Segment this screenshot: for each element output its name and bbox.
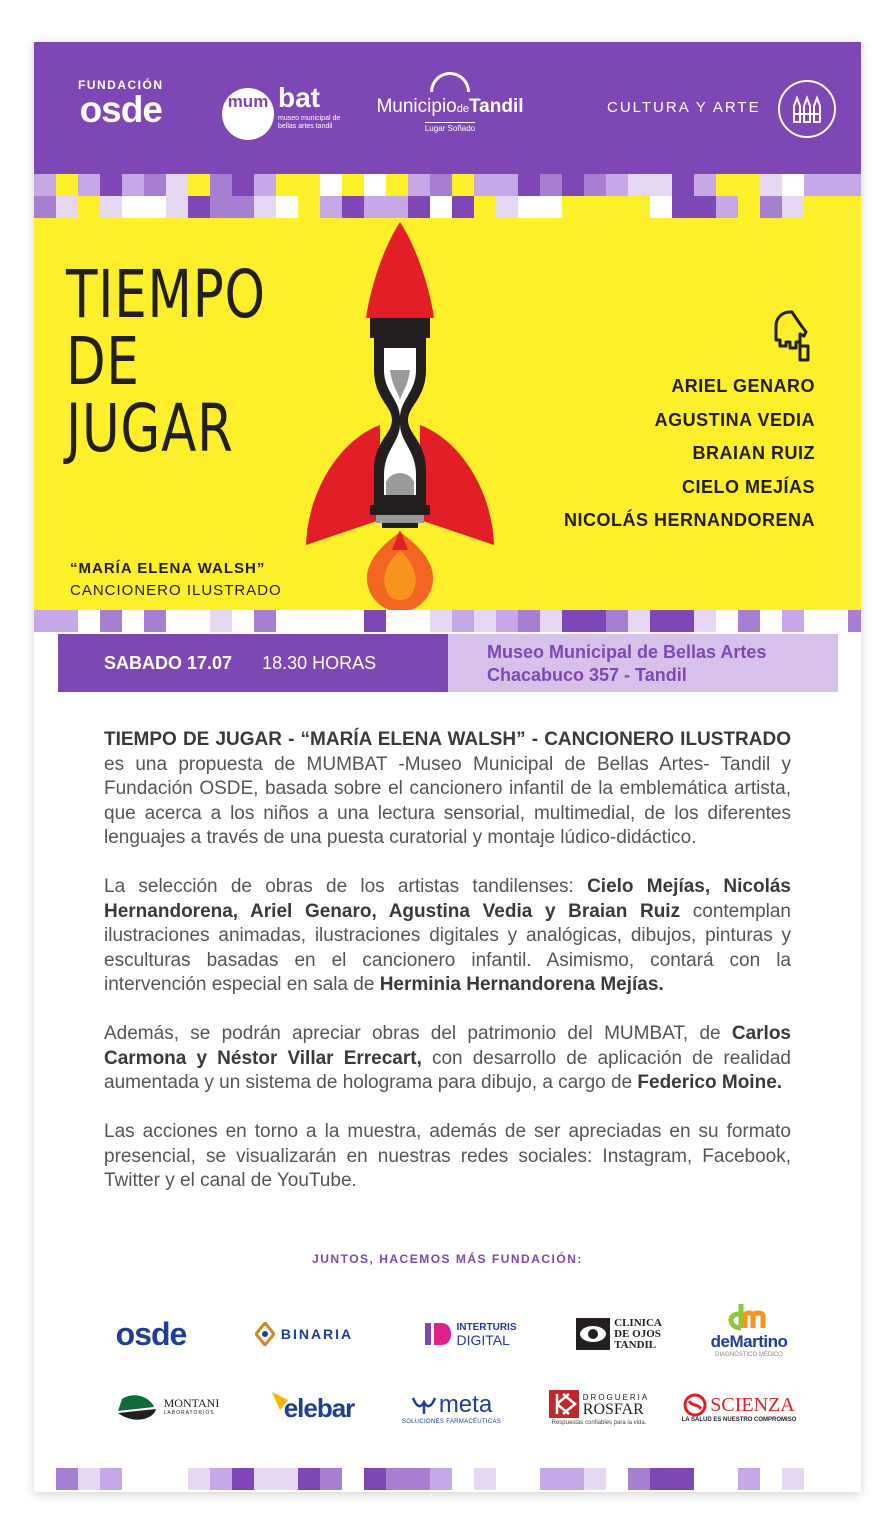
pixel-tile [342, 1468, 364, 1490]
pixel-tile [804, 1468, 826, 1490]
pixel-tile [650, 610, 672, 632]
pixel-tile [474, 196, 496, 218]
pixel-tile [738, 174, 760, 196]
montani-text [164, 1398, 220, 1418]
hourglass-rocket-illustration [300, 220, 500, 610]
pixel-tile [474, 610, 496, 632]
pixel-tile [78, 1468, 100, 1490]
pixel-tile [848, 610, 861, 632]
pixel-tile [672, 196, 694, 218]
pixel-tile [474, 174, 496, 196]
pixel-tile [540, 174, 562, 196]
scienza-text: SCIENZA [710, 1393, 795, 1416]
pixel-tile [804, 196, 826, 218]
pixel-tile [694, 1468, 716, 1490]
pixel-tile [540, 1468, 562, 1490]
pixel-tile [518, 1468, 540, 1490]
pixel-tile [694, 610, 716, 632]
pixel-tile [56, 1468, 78, 1490]
event-venue: Museo Municipal de Bellas Artes [487, 642, 767, 662]
pixel-tile [276, 610, 298, 632]
sponsor-interturis-logo[interactable] [412, 1316, 527, 1352]
sponsor-osde-logo[interactable] [96, 1314, 206, 1354]
pixel-tile [826, 1468, 848, 1490]
paragraph-1 [104, 728, 791, 851]
pixel-tile [254, 174, 276, 196]
pixel-tile [34, 610, 56, 632]
pixel-tile [430, 1468, 452, 1490]
pixel-tile [848, 196, 861, 218]
p3-text-c: con desarrollo de aplicación de realidad aumentada y un sistema de holograma para dibujo, a cargo de [104, 1047, 791, 1093]
municipio-tandil-logo[interactable] [370, 72, 530, 136]
municipio-tandil: Tandil [468, 96, 524, 117]
pixel-tile [716, 1468, 738, 1490]
pixel-tile [408, 1468, 430, 1490]
event-flyer [34, 42, 861, 1492]
interturis-icon [423, 1320, 453, 1348]
pixel-tile [342, 196, 364, 218]
pixel-tile [386, 174, 408, 196]
pixel-tile [144, 174, 166, 196]
pixel-tile [738, 196, 760, 218]
pixel-tile [408, 174, 430, 196]
pixel-tile [34, 174, 56, 196]
artist-name: BRAIAN RUIZ [692, 443, 815, 463]
pixel-tile [298, 174, 320, 196]
pixel-tile [628, 1468, 650, 1490]
pixel-tile [848, 174, 861, 196]
sponsor-scienza-logo[interactable] [674, 1384, 804, 1432]
interturis-line-1: INTERTURIS [456, 1322, 517, 1333]
pixel-tile [210, 196, 232, 218]
pixel-tile [122, 610, 144, 632]
pixel-tile [408, 610, 430, 632]
montani-line-2: LABORATORIOS [163, 1410, 215, 1416]
pixel-tile [188, 1468, 210, 1490]
interturis-text [457, 1321, 517, 1347]
pixel-tile [584, 610, 606, 632]
pixel-tile [232, 196, 254, 218]
mumbat-logo[interactable] [222, 82, 342, 142]
event-venue-bar [448, 634, 838, 692]
binaria-icon [255, 1322, 275, 1346]
pixel-tile [694, 174, 716, 196]
p2-artists: Cielo Mejías, Nicolás Hernandorena, Ariel Genaro, Agustina Vedia y Braian Ruiz [104, 876, 791, 922]
pixel-tile [210, 174, 232, 196]
rosfar-line-1: DROGUERIA [582, 1393, 650, 1402]
pixel-tile [738, 1468, 760, 1490]
pixel-tile [628, 174, 650, 196]
pixel-tile [342, 174, 364, 196]
pixel-tile [254, 196, 276, 218]
municipio-de: de [456, 103, 469, 115]
pixel-tile [518, 610, 540, 632]
pixel-tile [584, 174, 606, 196]
p3-credit: Federico Moine. [637, 1072, 783, 1093]
event-date: SABADO 17.07 [104, 652, 233, 673]
title-line-1: TIEMPO [66, 256, 266, 333]
municipio-tagline: Lugar Soñado [424, 124, 476, 133]
clinica-line-2: DE OJOS [614, 1327, 661, 1340]
artists-list [564, 370, 815, 538]
pixel-tile [298, 196, 320, 218]
pixel-tile [804, 610, 826, 632]
fundacion-osde-logo[interactable] [78, 78, 164, 128]
dome-icon [430, 72, 470, 92]
hero-section [34, 218, 861, 610]
pixel-tile [232, 1468, 254, 1490]
pixel-tile [386, 1468, 408, 1490]
pixel-tile [584, 196, 606, 218]
pixel-tile [100, 196, 122, 218]
pixel-tile [760, 196, 782, 218]
meta-text: meta [438, 1391, 493, 1418]
pixel-border-bottom [34, 1468, 861, 1492]
pixel-tile [166, 610, 188, 632]
pixel-tile [100, 610, 122, 632]
clinica-line-1: CLINICA [614, 1316, 662, 1329]
demartino-text: deMartino [710, 1332, 788, 1351]
pixel-tile [540, 610, 562, 632]
pixel-tile [320, 1468, 342, 1490]
pixel-tile [826, 174, 848, 196]
pixel-tile [562, 174, 584, 196]
pixel-border-middle [34, 610, 861, 634]
pixel-tile [672, 174, 694, 196]
pixel-tile [496, 174, 518, 196]
rosfar-slogan: Respuestas confiables para la vida. [551, 1420, 647, 1426]
pixel-tile [650, 196, 672, 218]
pixel-tile [430, 174, 452, 196]
pixel-tile [364, 174, 386, 196]
clinica-text [614, 1318, 662, 1351]
scienza-icon [683, 1393, 707, 1417]
pixel-tile [760, 174, 782, 196]
meta-subtext: SOLUCIONES FARMACÉUTICAS [401, 1419, 502, 1425]
pixel-tile [78, 610, 100, 632]
pixel-tile [232, 610, 254, 632]
pixel-tile [232, 174, 254, 196]
pixel-tile [452, 1468, 474, 1490]
header-bar [34, 42, 861, 174]
pixel-tile [540, 196, 562, 218]
elebar-text: elebar [283, 1392, 355, 1423]
pixel-tile [254, 610, 276, 632]
clinica-line-3: TANDIL [614, 1338, 657, 1351]
pixel-tile [386, 610, 408, 632]
pixel-tile [144, 610, 166, 632]
main-title [66, 256, 266, 467]
fundacion-label: FUNDACIÓN [78, 78, 164, 92]
p1-bold: TIEMPO DE JUGAR - “MARÍA ELENA WALSH” - CANCIONERO ILUSTRADO [104, 729, 791, 750]
pixel-tile [672, 1468, 694, 1490]
pixel-tile [342, 610, 364, 632]
p3-artists: Carlos Carmona y Néstor Villar Errecart, [104, 1023, 791, 1069]
pixel-tile [430, 610, 452, 632]
pointing-hand-icon [772, 308, 816, 364]
pixel-tile [760, 610, 782, 632]
pixel-tile [188, 174, 210, 196]
mumbat-bubble: mum [222, 88, 274, 140]
sponsor-montani-logo[interactable] [104, 1388, 229, 1428]
sponsor-clinica-ojos-logo[interactable] [569, 1312, 669, 1356]
pixel-tile [452, 610, 474, 632]
title-line-3: JUGAR [66, 390, 234, 467]
pixel-tile [716, 196, 738, 218]
pixel-tile [254, 1468, 276, 1490]
pixel-tile [826, 610, 848, 632]
sponsor-elebar-logo[interactable] [262, 1386, 362, 1430]
pixel-tile [628, 610, 650, 632]
pixel-tile [166, 196, 188, 218]
pixel-tile [518, 196, 540, 218]
pencils-icon [778, 80, 836, 138]
rosfar-row [549, 1390, 649, 1418]
title-line-2: DE [66, 323, 140, 400]
pixel-tile [804, 174, 826, 196]
pixel-tile [364, 196, 386, 218]
sponsor-binaria-logo[interactable] [239, 1319, 369, 1349]
pixel-tile [496, 610, 518, 632]
pixel-tile [34, 1468, 56, 1490]
pixel-tile [584, 1468, 606, 1490]
pixel-tile [826, 196, 848, 218]
osde-sponsor-text: osde [115, 1315, 187, 1352]
p3-text-a: Además, se podrán apreciar obras del patrimonio del MUMBAT, de [104, 1023, 732, 1044]
pixel-tile [386, 196, 408, 218]
pixel-tile [496, 196, 518, 218]
event-time: 18.30 HORAS [262, 652, 377, 673]
pixel-tile [78, 196, 100, 218]
pixel-tile [100, 174, 122, 196]
municipio-name [370, 96, 530, 118]
pixel-tile [100, 1468, 122, 1490]
pixel-tile [782, 174, 804, 196]
p2-special: Herminia Hernandorena Mejías. [379, 974, 664, 995]
pixel-tile [144, 196, 166, 218]
demartino-subtext: DIAGNÓSTICO MÉDICO [715, 1352, 783, 1358]
pixel-tile [166, 174, 188, 196]
p2-text-c: contemplan ilustraciones animadas, ilustraciones digitales y analógicas, dibujos, pinturas y esculturas basadas en el cancionero infantil. Asimismo, contará con la intervención especial en sala de [104, 900, 791, 995]
p1-text: es una propuesta de MUMBAT -Museo Municipal de Bellas Artes- Tandil y Fundación OSDE, basada sobre el cancionero infantil de la emblemática artista, que acerca a los niños a una lectura sensorial, multimedial, de los diferentes lenguajes a través de una puesta curatorial y montaje lúdico-didáctico. [104, 753, 791, 848]
eye-icon [576, 1318, 610, 1350]
pixel-tile [782, 610, 804, 632]
pixel-tile [496, 1468, 518, 1490]
pixel-tile [474, 1468, 496, 1490]
meta-icon [411, 1394, 437, 1416]
pixel-tile [408, 196, 430, 218]
subtitle-line-2: CANCIONERO ILUSTRADO [70, 582, 282, 599]
pixel-tile [320, 174, 342, 196]
pixel-tile [716, 610, 738, 632]
pixel-tile [562, 196, 584, 218]
scienza-row [683, 1393, 794, 1417]
paragraph-4: Las acciones en torno a la muestra, además de ser apreciadas en su formato presencial, se visualizarán en nuestras redes sociales: Instagram, Facebook, Twitter y el canal de YouTube. [104, 1121, 791, 1191]
interturis-line-2: DIGITAL [456, 1332, 510, 1348]
artist-name: ARIEL GENARO [671, 376, 815, 396]
sponsor-meta-logo[interactable] [394, 1386, 509, 1430]
pixel-tile [298, 610, 320, 632]
mumbat-subtitle: museo municipal de bellas artes tandil [278, 115, 341, 130]
pixel-tile [606, 196, 628, 218]
subtitle [70, 558, 282, 602]
pixel-tile [210, 1468, 232, 1490]
pixel-tile [848, 1468, 861, 1490]
pixel-tile [782, 1468, 804, 1490]
pixel-tile [738, 610, 760, 632]
event-datetime-bar [58, 634, 448, 692]
pixel-tile [188, 196, 210, 218]
pixel-tile [650, 174, 672, 196]
artist-name: CIELO MEJÍAS [681, 476, 815, 497]
sponsor-rosfar-logo[interactable] [539, 1384, 659, 1432]
pixel-tile [716, 174, 738, 196]
event-address: Chacabuco 357 - Tandil [487, 665, 687, 685]
mumbat-bat: bat [278, 82, 320, 113]
pixel-tile [320, 196, 342, 218]
pixel-tile [276, 196, 298, 218]
pixel-tile [628, 196, 650, 218]
paragraph-2 [104, 875, 791, 998]
pixel-tile [56, 196, 78, 218]
pixel-tile [606, 1468, 628, 1490]
pixel-tile [122, 174, 144, 196]
municipio-word: Municipio [376, 96, 457, 117]
pixel-tile [276, 174, 298, 196]
artist-name: NICOLÁS HERNANDORENA [563, 510, 815, 530]
subtitle-line-1: “MARÍA ELENA WALSH” [70, 560, 266, 577]
pixel-tile [144, 1468, 166, 1490]
paragraph-3 [104, 1022, 791, 1096]
demartino-icon [723, 1302, 775, 1332]
scienza-slogan: LA SALUD ES NUESTRO COMPROMISO [681, 1417, 797, 1423]
sponsors-heading: JUNTOS, HACEMOS MÁS FUNDACIÓN: [312, 1252, 583, 1266]
pixel-tile [122, 196, 144, 218]
pixel-tile [562, 610, 584, 632]
pixel-tile [188, 610, 210, 632]
pixel-tile [606, 610, 628, 632]
pixel-tile [518, 174, 540, 196]
pixel-tile [760, 1468, 782, 1490]
montani-icon [114, 1393, 160, 1423]
osde-wordmark: osde [79, 89, 162, 130]
pixel-tile [562, 1468, 584, 1490]
pixel-tile [430, 196, 452, 218]
pixel-tile [320, 610, 342, 632]
p2-text-a: La selección de obras de los artistas tandilenses: [104, 876, 588, 897]
binaria-text: BINARIA [280, 1326, 354, 1342]
pixel-tile [276, 1468, 298, 1490]
pixel-tile [364, 610, 386, 632]
sponsor-demartino-logo[interactable] [699, 1300, 799, 1360]
pixel-tile [650, 1468, 672, 1490]
artist-name: AGUSTINA VEDIA [654, 409, 815, 430]
pixel-tile [606, 174, 628, 196]
meta-row [411, 1391, 492, 1419]
pixel-tile [56, 174, 78, 196]
pixel-tile [452, 174, 474, 196]
pixel-tile [694, 196, 716, 218]
pixel-tile [34, 196, 56, 218]
pixel-border-top [34, 174, 861, 218]
pixel-tile [122, 1468, 144, 1490]
pixel-tile [364, 1468, 386, 1490]
rosfar-icon [549, 1390, 579, 1418]
cultura-y-arte-label: CULTURA Y ARTE [607, 99, 761, 116]
pixel-tile [78, 174, 100, 196]
pixel-tile [298, 1468, 320, 1490]
rosfar-line-2: ROSFAR [582, 1401, 644, 1418]
pixel-tile [56, 610, 78, 632]
pixel-tile [452, 196, 474, 218]
pixel-tile [672, 610, 694, 632]
pixel-tile [166, 1468, 188, 1490]
description [104, 728, 791, 1218]
pixel-tile [782, 196, 804, 218]
rosfar-text [583, 1392, 649, 1416]
pixel-tile [210, 610, 232, 632]
montani-line-1: MONTANI [163, 1396, 220, 1410]
